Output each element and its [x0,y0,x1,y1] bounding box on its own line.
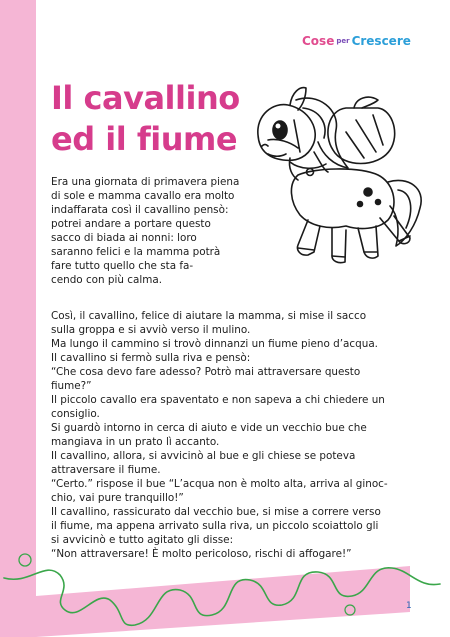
story-line: chio, vai pure tranquillo!” [51,492,184,504]
page-number: 1 [406,601,412,611]
story-line: Il piccolo cavallo era spaventato e non sapeva a chi chiedere un [51,394,385,406]
story-line: Il cavallino, allora, si avvicinò al bue e gli chiese se poteva [51,450,356,462]
story-line: Così, il cavallino, felice di aiutare la mamma, si mise il sacco [51,310,367,322]
intro-paragraph [51,175,266,287]
story-line: “Che cosa devo fare adesso? Potrò mai attraversare questo [51,366,361,378]
intro-line: di sole e mamma cavallo era molto [51,190,235,202]
story-line: Ma lungo il cammino si trovò dinnanzi un fiume pieno d’acqua. [51,338,378,350]
intro-line: fare tutto quello che sta fa- [51,260,194,272]
story-line: si avvicinò e tutto agitato gli disse: [51,534,234,546]
logo-word-per: per [336,37,350,45]
story-line: attraversare il fiume. [51,464,161,476]
story-paragraph [51,309,426,561]
left-pink-band [0,0,36,637]
story-line: “Certo.” rispose il bue “L’acqua non è molto alta, arriva al ginoc- [51,478,388,490]
intro-line: potrei andare a portare questo [51,218,211,230]
intro-line: sacco di biada ai nonni: loro [51,232,197,244]
logo-word-cose: Cose [302,34,335,48]
story-line: consiglio. [51,408,100,420]
story-line: “Non attraversare! È molto pericoloso, rischi di affogare!” [51,548,352,560]
pony-body [291,169,394,229]
title-line-2: ed il fiume [51,120,238,158]
intro-line: Era una giornata di primavera piena [51,176,240,188]
story-line: il fiume, ma appena arrivato sulla riva, un piccolo scoiattolo gli [51,520,379,532]
intro-line: saranno felici e la mamma potrà [51,246,221,258]
intro-line: indaffarata così il cavallino pensò: [51,204,229,216]
story-line: Il cavallino, rassicurato dal vecchio bue, si mise a correre verso [51,506,381,518]
story-line: mangiava in un prato lì accanto. [51,436,220,448]
title-line-1: Il cavallino [51,79,240,117]
story-line: fiume?” [51,380,92,392]
intro-line: cendo con più calma. [51,274,163,286]
story-line: Il cavallino si fermò sulla riva e pensò: [51,352,251,364]
story-title [51,78,251,160]
story-line: sulla groppa e si avviò verso il mulino. [51,324,251,336]
brand-logo[interactable] [302,30,411,52]
logo-word-crescere: Crescere [351,34,411,48]
story-line: Si guardò intorno in cerca di aiuto e vide un vecchio bue che [51,422,367,434]
